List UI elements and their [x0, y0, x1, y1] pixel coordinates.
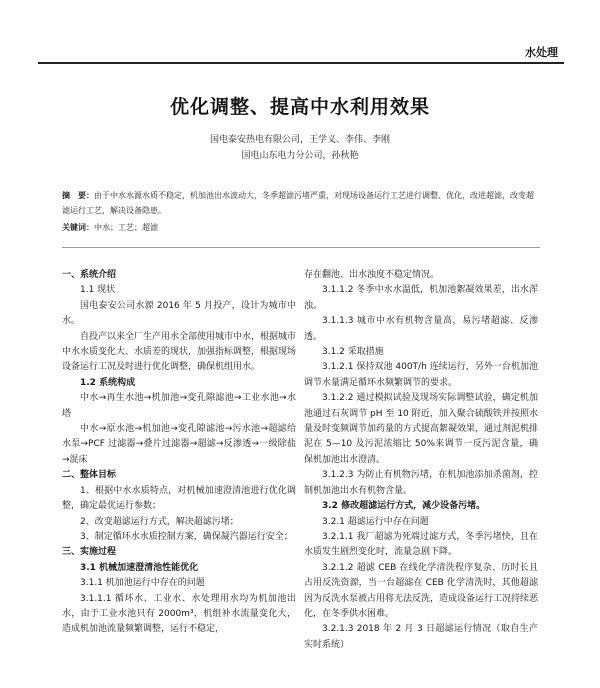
- abstract-divider: [62, 247, 540, 248]
- paragraph: 中水→原水池→机加池→变孔隙滤池→污水池→超滤给水泵→PCF 过滤器→叠片过滤器→超滤→反渗透→一级除盐→混床: [62, 424, 296, 465]
- paragraph: 1、根据中水水质特点，对机械加速澄清池进行优化调整，确定最优运行参数；: [62, 485, 296, 512]
- abstract-label: 摘 要：: [62, 191, 94, 200]
- section-heading: 一、系统介绍: [62, 270, 117, 280]
- paragraph: 3.2.1.1 我厂超滤为死端过滤方式，冬季污堵快，且在水质发生剧烈变化时，流量急剧下降。: [304, 531, 538, 558]
- header-rule: [38, 62, 564, 64]
- paragraph: 自投产以来全厂生产用水全部使用城市中水，根据城市中水水质变化大、水质差的现状，加强指标调整，根据现场设备运行工况及时进行优化调整，确保机组用水。: [62, 331, 297, 373]
- abstract-block: [62, 188, 540, 235]
- paragraph: 3.1.1.3 城市中水有机物含量高，易污堵超滤、反渗透。: [304, 316, 538, 342]
- keywords: [62, 220, 540, 235]
- section-heading: 3.2 修改超滤运行方式，减少设备污堵。: [322, 501, 486, 512]
- abstract-text: 由于中水水源水质不稳定，机加池出水波动大，冬季超滤污堵严重，对现场设备运行工艺进行调整、优化，改进超滤，改变超滤运行工艺，解决设备隐患。: [62, 191, 534, 215]
- paragraph: 3.1.2.1 保持双池 400T/h 连续运行，另外一台机加池调节水量满足循环水频繁调节的要求。: [304, 362, 538, 388]
- section-heading: 3.1 机械加速澄清池性能优化: [80, 562, 199, 573]
- section-heading: 1.2 系统构成: [80, 377, 136, 388]
- section-heading: 3.1.2 采取措施: [322, 347, 384, 358]
- section-tag: 水处理: [525, 46, 558, 59]
- paragraph: 存在翻池、出水浊度不稳定情况。: [304, 270, 440, 280]
- left-column: [62, 268, 296, 638]
- paragraph: 3.1.1.2 冬季中水水温低，机加池絮凝效果差，出水浑浊。: [304, 285, 538, 311]
- authors-block: [0, 132, 600, 164]
- section-heading: 三、实施过程: [62, 547, 117, 558]
- paragraph: 3.1.2.3 为防止有机物污堵，在机加池添加杀菌剂，控制机加池出水有机物含量。: [304, 470, 538, 496]
- section-heading: 3.1.1 机加池运行中存在的问题: [80, 578, 205, 589]
- paragraph: 3.2.1.2 超滤 CEB 在线化学清洗程序复杂、历时长且占用反洗资源，当一台超滤在 CEB 化学清洗时，其他超滤因为反洗水泵被占用将无法反洗，造成设备运行工况持续恶化，在冬季供水困难。: [304, 562, 539, 619]
- keywords-text: 中水；工艺；超滤: [94, 223, 158, 232]
- article-title: 优化调整、提高中水利用效果: [169, 96, 430, 118]
- paragraph: 2、改变超滤运行方式，解决超滤污堵；: [80, 516, 239, 527]
- paragraph: 国电泰安公司水源 2016 年 5 月投产，设计为城市中水。: [62, 300, 296, 327]
- section-heading: 1.1 现状: [80, 285, 116, 296]
- paragraph: 3.2.1.3 2018 年 2 月 3 日超滤运行情况（取自生产实时系统）: [304, 624, 538, 650]
- authors-line: 国电泰安热电有限公司，王学义、李伟、李刚: [209, 135, 390, 145]
- right-column: [304, 268, 538, 653]
- keywords-label: 关键词：: [62, 223, 94, 232]
- paragraph: 3.1.1.1 循环水、工业水、水处理用水均为机加池出水，由于工业水池只有 2000m³，机组补水流量变化大，造成机加池流量频繁调整，运行不稳定，: [62, 593, 296, 635]
- paragraph: 3.1.2.2 通过模拟试验及现场实际调整试验，确定机加池通过石灰调节 pH 至 10 附近，加入聚合硫酸铁并按照水量及时变频调节加药量的方式提高絮凝效果，通过剂泥机排泥在 5—10 及污泥浓缩比 50%来调节一反污泥含量，确保机加池出水澄清。: [304, 393, 539, 465]
- abstract: [62, 188, 540, 218]
- section-heading: 二、整体目标: [62, 470, 117, 481]
- authors-line: 国电山东电力分公司，孙秋艳: [241, 151, 359, 161]
- paragraph: 中水→再生水池→机加池→变孔隙滤池→工业水池→水塔: [62, 393, 296, 419]
- section-heading: 3.2.1 超滤运行中存在问题: [322, 516, 429, 527]
- paragraph: 3、制定循环水水质控制方案，确保凝汽器运行安全；: [80, 531, 293, 542]
